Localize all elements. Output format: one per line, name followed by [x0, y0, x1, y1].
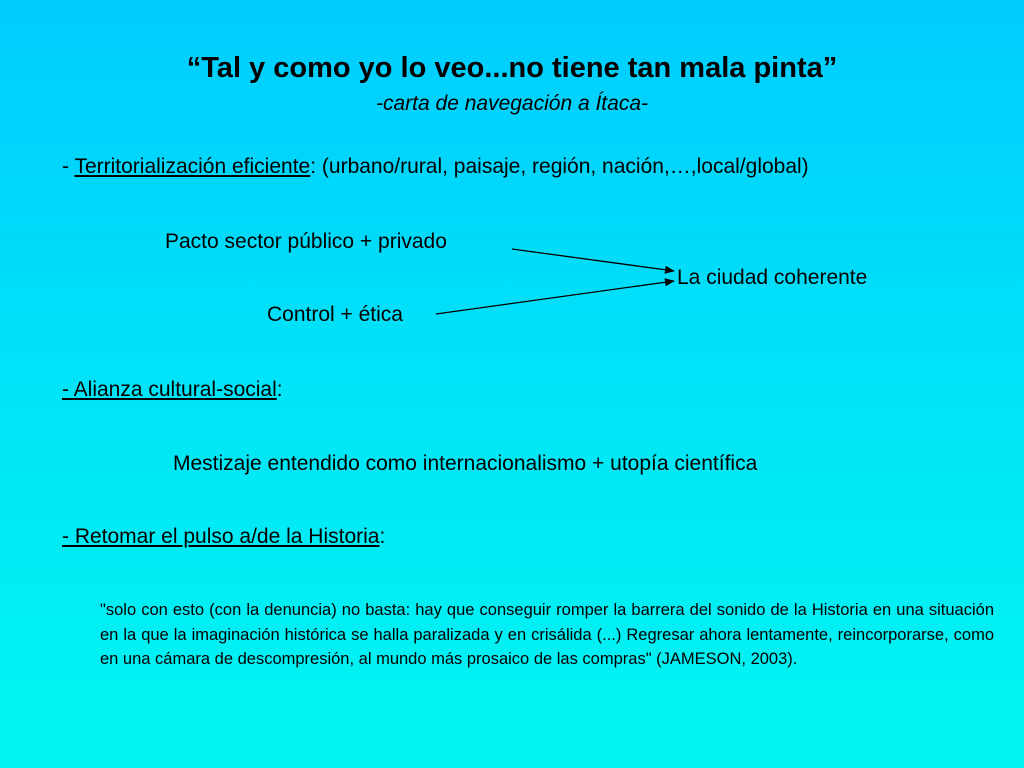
section-colon-alianza: : — [276, 378, 283, 401]
slide-subtitle: -carta de navegación a Ítaca- — [376, 92, 648, 115]
section-heading-alianza: - Alianza cultural-social — [62, 378, 277, 401]
section-territorializacion — [62, 154, 809, 180]
section-alianza — [62, 377, 283, 403]
jameson-quote: "solo con esto (con la denuncia) no basta: hay que conseguir romper la barrera del sonido de la Historia en una situación en la que la imaginación histórica se halla paralizada y en crisálida (...) Regresar ahora lentamente, reincorporarse, como en una cámara de descompresión, al mundo más prosaico de las compras" (JAMESON, 2003). — [100, 601, 994, 668]
section-bullet: - — [62, 155, 75, 178]
slide-title: “Tal y como yo lo veo...no tiene tan mala pinta” — [186, 52, 838, 84]
arrow-top — [512, 249, 674, 271]
section-alianza-body: Mestizaje entendido como internacionalismo + utopía científica — [173, 452, 758, 475]
section-heading-territorializacion: Territorialización eficiente — [74, 155, 311, 178]
arrow-bottom — [436, 281, 674, 314]
section-colon-historia: : — [379, 525, 386, 548]
diagram-input-bottom: Control + ética — [267, 303, 403, 326]
diagram-output: La ciudad coherente — [677, 266, 868, 289]
section-heading-historia: - Retomar el pulso a/de la Historia — [62, 525, 380, 548]
diagram-input-top: Pacto sector público + privado — [165, 230, 447, 253]
section-historia — [62, 524, 385, 550]
section-detail-territorializacion: : (urbano/rural, paisaje, región, nación,…,local/global) — [310, 155, 809, 178]
